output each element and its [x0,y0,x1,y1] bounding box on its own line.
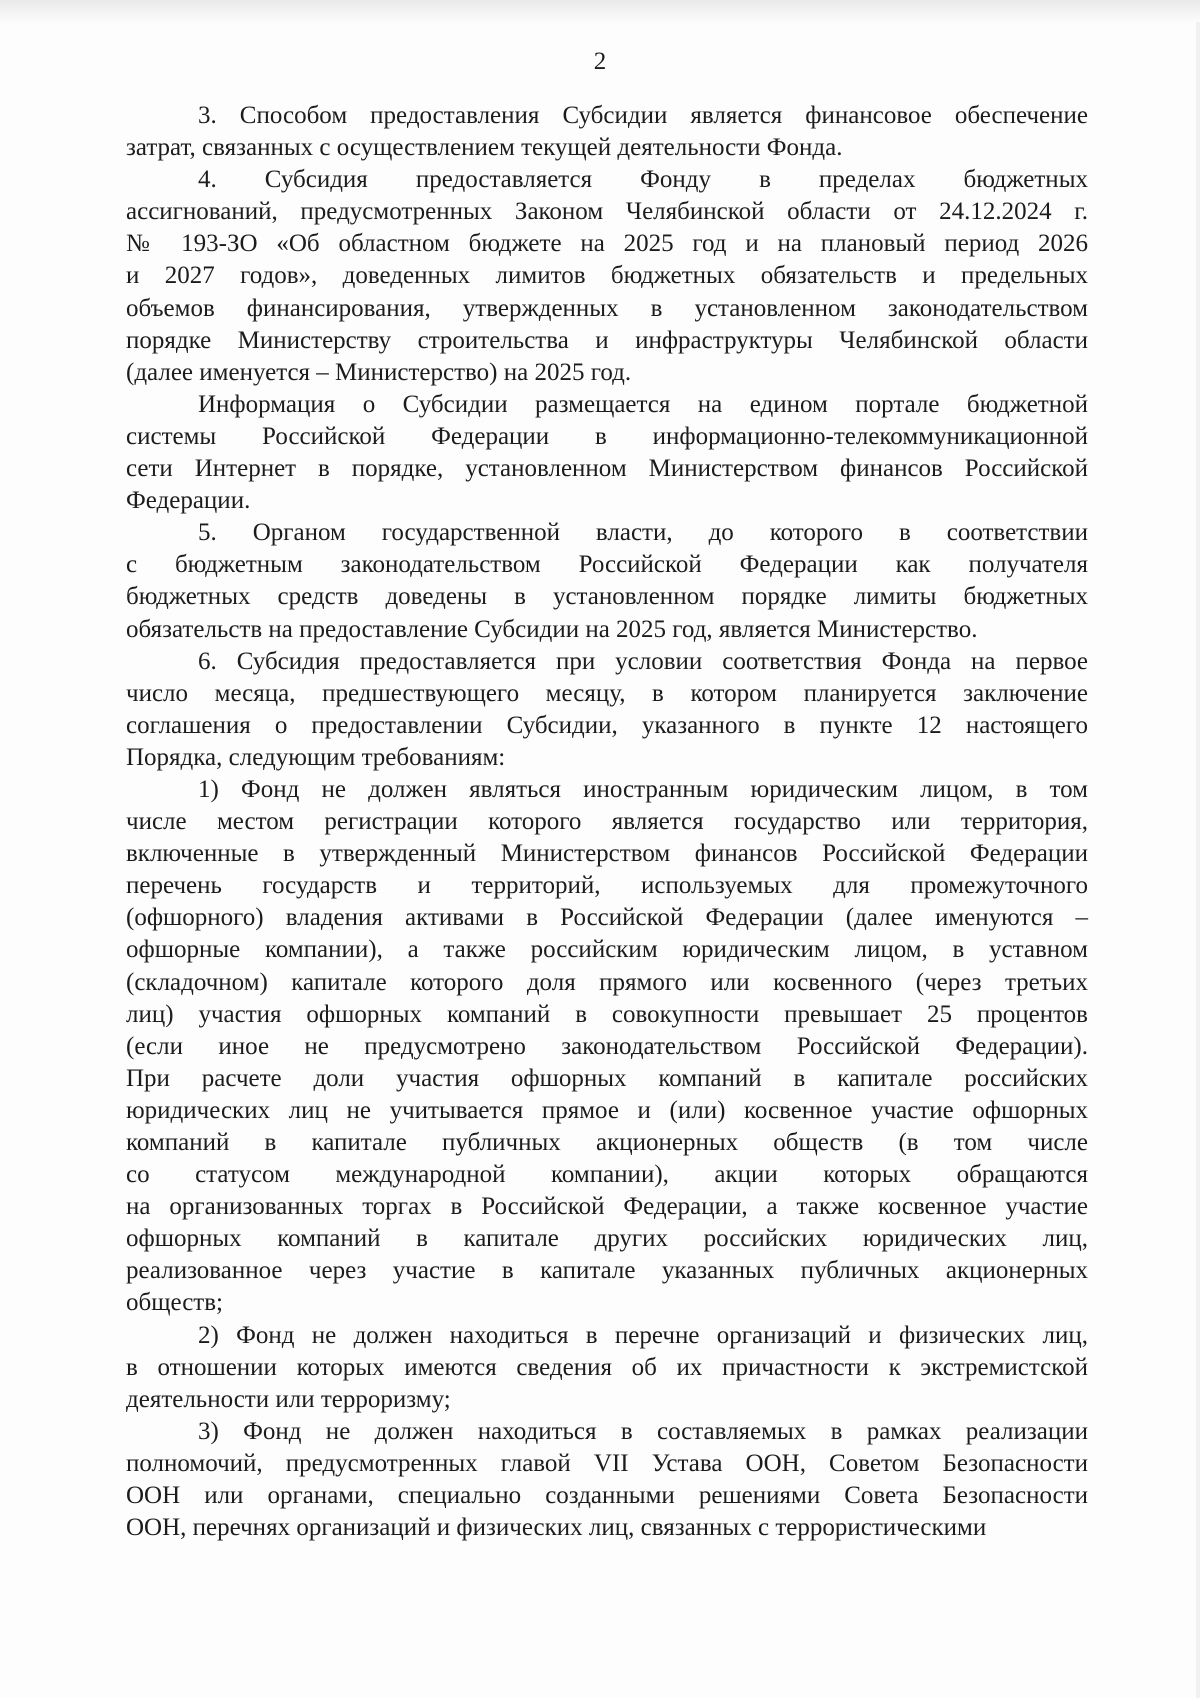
text-line: обязательств на предоставление Субсидии на 2025 год, является Министерство. [126,615,978,643]
paragraph-p6-1 [126,774,1088,1320]
text-line: объемов финансирования, утвержденных в установленном законодательством [126,294,1088,322]
page-number: 2 [593,48,607,75]
text-line: компаний в капитале публичных акционерных обществ (в том числе [126,1129,1088,1156]
paragraph-p6 [126,646,1088,774]
text-line: ООН или органами, специально созданными решениями Совета Безопасности [126,1482,1088,1510]
scan-right-edge [1196,22,1200,1698]
text-line: офшорные компании), а также российским юридическим лицом, в уставном [126,936,1088,964]
text-line: сети Интернет в порядке, установленном Министерством финансов Российской [126,455,1088,483]
text-line: 3) Фонд не должен находиться в составляемых в рамках реализации [198,1417,1088,1445]
paragraph-p6-2 [126,1320,1088,1416]
text-line: 5. Органом государственной власти, до которого в соответствии [198,519,1088,547]
text-line: полномочий, предусмотренных главой VII Устава ООН, Советом Безопасности [126,1449,1088,1477]
text-line: 2) Фонд не должен находиться в перечне организаций и физических лиц, [198,1321,1088,1349]
text-line: затрат, связанных с осуществлением текущей деятельности Фонда. [126,134,843,162]
text-line: бюджетных средств доведены в установленном порядке лимиты бюджетных [126,583,1088,611]
paragraph-p4-info [126,389,1088,517]
text-line: перечень государств и территорий, используемых для промежуточного [126,872,1088,900]
text-line: с бюджетным законодательством Российской Федерации как получателя [126,551,1088,579]
text-line: № 193-ЗО «Об областном бюджете на 2025 год и на плановый период 2026 [126,230,1088,258]
text-line: деятельности или терроризму; [126,1385,451,1413]
text-line: (далее именуется – Министерство) на 2025 год. [126,358,632,386]
text-line: юридических лиц не учитывается прямое и (или) косвенное участие офшорных [126,1096,1088,1124]
text-line: ООН, перечнях организаций и физических лиц, связанных с террористическими [126,1514,987,1542]
text-line: (складочном) капитале которого доля прямого или косвенного (через третьих [126,968,1088,996]
text-line: реализованное через участие в капитале указанных публичных акционерных [126,1257,1088,1285]
document-body [126,100,1088,1544]
text-line: ассигнований, предусмотренных Законом Челябинской области от 24.12.2024 г. [126,198,1088,226]
text-line: Порядка, следующим требованиям: [126,743,506,771]
text-line: 6. Субсидия предоставляется при условии соответствия Фонда на первое [198,647,1088,675]
text-line: включенные в утвержденный Министерством финансов Российской Федерации [126,840,1088,868]
text-line: и 2027 годов», доведенных лимитов бюджетных обязательств и предельных [126,262,1088,290]
text-line: число месяца, предшествующего месяцу, в котором планируется заключение [126,679,1088,707]
text-line: 1) Фонд не должен являться иностранным юридическим лицом, в том [198,775,1088,803]
text-line: Информация о Субсидии размещается на едином портале бюджетной [198,390,1088,418]
text-line: обществ; [126,1289,223,1317]
text-line: числе местом регистрации которого является государство или территория, [126,808,1088,836]
paragraph-p6-3 [126,1416,1088,1544]
text-line: 3. Способом предоставления Субсидии является финансовое обеспечение [198,102,1088,129]
paragraph-p5 [126,517,1088,645]
text-line: офшорных компаний в капитале других российских юридических лиц, [126,1225,1088,1253]
scan-top-edge [0,0,1200,22]
text-line: 4. Субсидия предоставляется Фонду в пределах бюджетных [198,166,1088,194]
text-line: (если иное не предусмотрено законодательством Российской Федерации). [126,1032,1088,1060]
text-line: Федерации. [126,487,251,515]
paragraph-p4 [126,164,1088,389]
text-line: При расчете доли участия офшорных компаний в капитале российских [126,1064,1088,1092]
text-line: на организованных торгах в Российской Федерации, а также косвенное участие [126,1193,1088,1221]
text-line: (офшорного) владения активами в Российской Федерации (далее именуются – [126,904,1088,932]
text-line: порядке Министерству строительства и инфраструктуры Челябинской области [126,326,1088,354]
text-line: системы Российской Федерации в информационно-телекоммуникационной [126,422,1088,450]
text-line: лиц) участия офшорных компаний в совокупности превышает 25 процентов [126,1000,1088,1028]
text-line: в отношении которых имеются сведения об их причастности к экстремистской [126,1353,1088,1381]
text-line: соглашения о предоставлении Субсидии, указанного в пункте 12 настоящего [126,711,1088,739]
text-line: со статусом международной компании), акции которых обращаются [126,1161,1088,1189]
paragraph-p3 [126,100,1088,164]
